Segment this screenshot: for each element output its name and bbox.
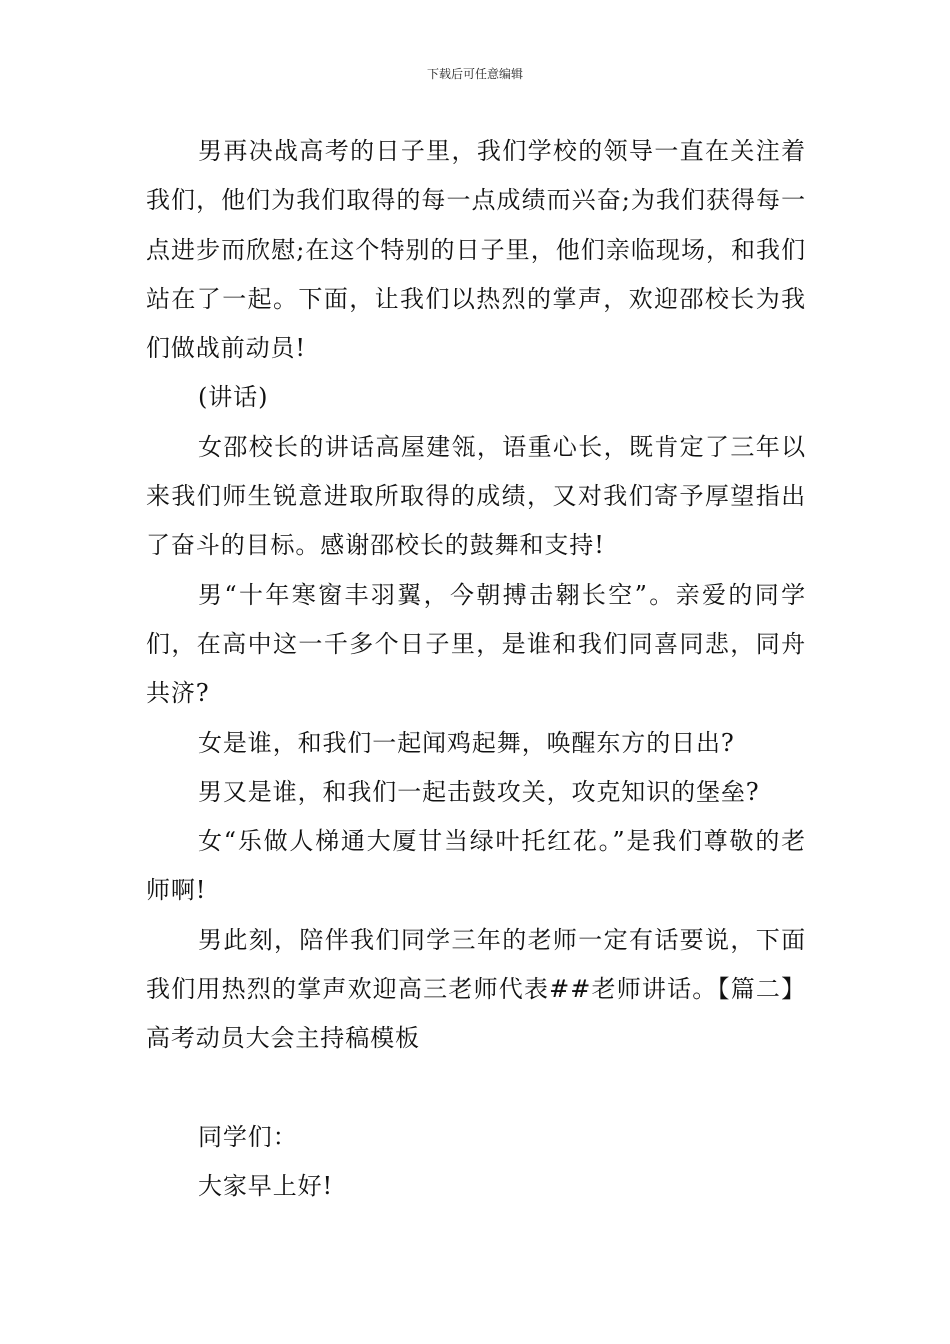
paragraph-who-dawn: 女是谁，和我们一起闻鸡起舞，唤醒东方的日出? bbox=[198, 728, 735, 757]
paragraph-principal-thanks: 女邵校长的讲话高屋建瓴，语重心长，既肯定了三年以来我们师生锐意进取所取得的成绩，又对我们寄予厚望指出了奋斗的目标。感谢邵校长的鼓舞和支持! bbox=[146, 432, 806, 560]
download-note: 下载后可任意编辑 bbox=[426, 67, 523, 81]
paragraph-speech-note: (讲话) bbox=[198, 383, 269, 412]
paragraph-leaders-intro: 男再决战高考的日子里，我们学校的领导一直在关注着我们，他们为我们取得的每一点成绩而兴奋;为我们获得每一点进步而欣慰;在这个特别的日子里，他们亲临现场，和我们站在了一起。下面，让我们以热烈的掌声，欢迎邵校长为我们做战前动员! bbox=[146, 137, 806, 363]
paragraph-spacer bbox=[146, 1064, 806, 1113]
paragraph-teachers: 女“乐做人梯通大厦甘当绿叶托红花。”是我们尊敬的老师啊! bbox=[146, 827, 806, 905]
document-body bbox=[146, 127, 806, 1211]
paragraph-good-morning: 大家早上好! bbox=[198, 1171, 334, 1200]
paragraph-who-fortress: 男又是谁，和我们一起击鼓攻关，攻克知识的堡垒? bbox=[198, 777, 760, 806]
paragraph-greeting-students: 同学们： bbox=[198, 1122, 298, 1151]
paragraph-ten-years: 男“十年寒窗丰羽翼，今朝搏击翱长空”。亲爱的同学们，在高中这一千多个日子里，是谁和我们同喜同悲，同舟共济? bbox=[146, 580, 806, 708]
paragraph-teacher-speech: 男此刻，陪伴我们同学三年的老师一定有话要说，下面我们用热烈的掌声欢迎高三老师代表##老师讲话。【篇二】高考动员大会主持稿模板 bbox=[146, 925, 806, 1053]
